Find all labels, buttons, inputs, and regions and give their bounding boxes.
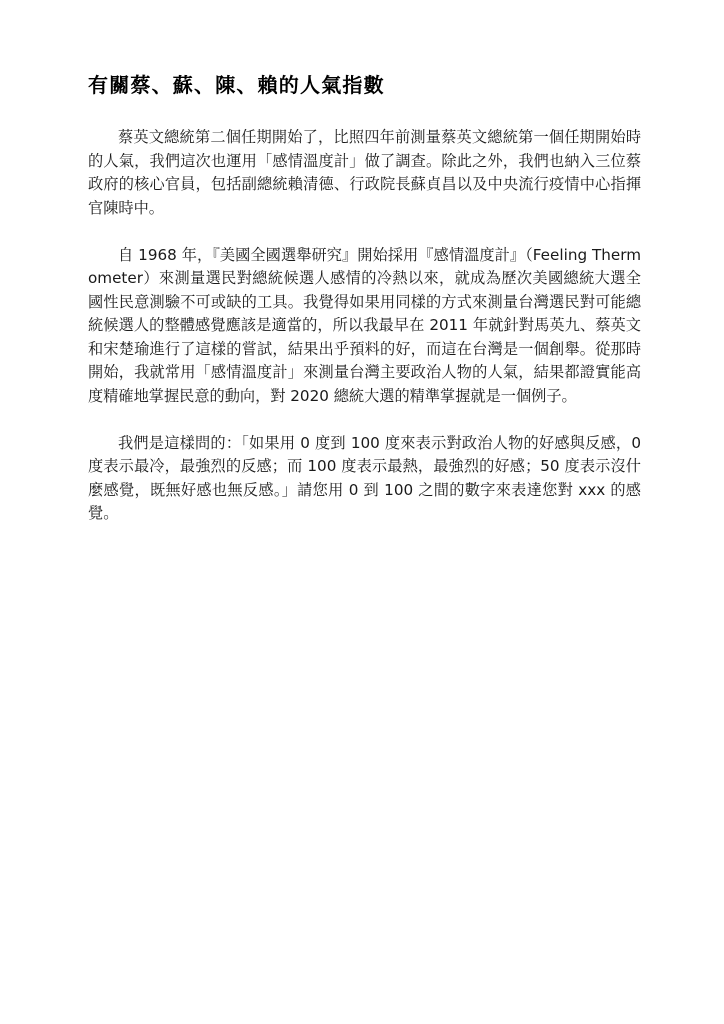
article-body <box>88 126 641 549</box>
document-title: 有關蔡、蘇、陳、賴的人氣指數 <box>88 73 385 97</box>
survey-question-paragraph: 我們是這樣問的：「如果用 0 度到 100 度來表示對政治人物的好感與反感，0 度表示最冷，最強烈的反感；而 100 度表示最熱，最強烈的好感；50 度表示沒什麼感覺，既無好感也無反感。」請您用 0 到 100 之間的數字來表達您對 xxx 的感覺。 <box>88 433 641 522</box>
method-history-paragraph: 自 1968 年，『美國全國選舉研究』開始採用『感情溫度計』（Feeling Thermometer）來測量選民對總統候選人感情的冷熱以來，就成為歷次美國總統大選全國性民意測驗不可或缺的工具。我覺得如果用同樣的方式來測量台灣選民對可能總統候選人的整體感覺應該是適當的，所以我最早在 2011 年就針對馬英九、蔡英文和宋楚瑜進行了這樣的嘗試，結果出乎預料的好，而這在台灣是一個創舉。從那時開始，我就常用「感情溫度計」來測量台灣主要政治人物的人氣，結果都證實能高度精確地掌握民意的動向，對 2020 總統大選的精準掌握就是一個例子。 <box>88 245 641 405</box>
intro-paragraph: 蔡英文總統第二個任期開始了，比照四年前測量蔡英文總統第一個任期開始時的人氣，我們這次也運用「感情溫度計」做了調查。除此之外，我們也納入三位蔡政府的核心官員，包括副總統賴清德、行政院長蘇貞昌以及中央流行疫情中心指揮官陳時中。 <box>88 128 641 217</box>
